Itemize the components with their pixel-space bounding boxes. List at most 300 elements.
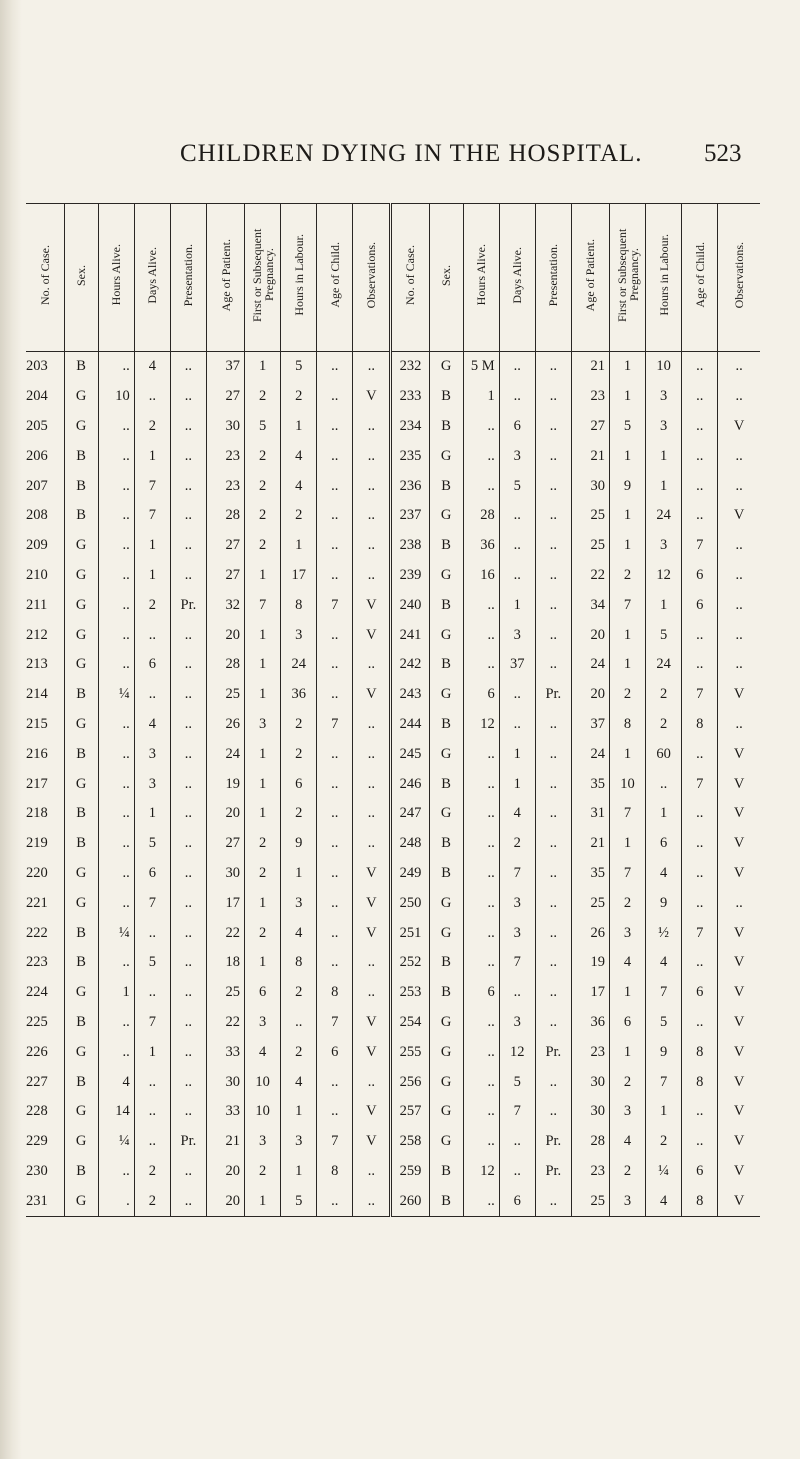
table-row	[26, 1097, 760, 1127]
table-cell: ..	[499, 680, 535, 710]
table-cell: B	[64, 1067, 98, 1097]
table-cell: ..	[170, 1157, 206, 1187]
table-cell: 4	[281, 441, 317, 471]
table-cell: 7	[609, 799, 645, 829]
table-cell: B	[64, 441, 98, 471]
table-cell: 6	[499, 1186, 535, 1216]
table-cell: B	[429, 948, 463, 978]
column-header-label: Days Alive.	[510, 246, 525, 304]
table-cell: ..	[535, 352, 571, 382]
table-cell: 1	[281, 412, 317, 442]
table-cell: G	[429, 1037, 463, 1067]
table-cell: 2	[281, 382, 317, 412]
column-header-label: Hours in Labour.	[656, 234, 671, 316]
table-cell: 216	[26, 745, 48, 762]
table-cell: V	[353, 859, 391, 889]
table-cell: ..	[535, 710, 571, 740]
table-cell: 3	[646, 531, 682, 561]
table-cell: G	[64, 888, 98, 918]
table-cell: V	[718, 799, 760, 829]
table-cell: ..	[353, 799, 391, 829]
table-row	[26, 531, 760, 561]
table-cell: B	[429, 471, 463, 501]
table-cell: 224	[26, 984, 48, 1001]
table-cell: B	[429, 531, 463, 561]
table-cell: 257	[391, 1097, 429, 1127]
table-cell: 7	[245, 590, 281, 620]
table-cell: 238	[391, 531, 429, 561]
table-cell: 22	[571, 561, 609, 591]
column-header	[429, 204, 463, 352]
table-cell: ..	[98, 829, 134, 859]
table-cell: 236	[391, 471, 429, 501]
table-cell: 3	[281, 888, 317, 918]
table-cell: 3	[609, 1097, 645, 1127]
table-cell: 1	[646, 471, 682, 501]
table-cell: 2	[281, 799, 317, 829]
table-cell: ..	[682, 501, 718, 531]
table-cell: 36	[463, 531, 499, 561]
table-cell: ..	[317, 412, 353, 442]
table-cell: ..	[535, 1097, 571, 1127]
table-cell: ..	[718, 650, 760, 680]
table-cell: B	[429, 710, 463, 740]
table-cell: ..	[463, 471, 499, 501]
table-cell: 30	[206, 1067, 244, 1097]
table-cell: 30	[571, 471, 609, 501]
table-cell: 8	[682, 710, 718, 740]
table-cell: 6	[245, 978, 281, 1008]
table-cell: ..	[499, 352, 535, 382]
table-cell: 7	[134, 471, 170, 501]
table-cell: 2	[281, 501, 317, 531]
table-cell: 12	[463, 710, 499, 740]
table-cell: ..	[134, 978, 170, 1008]
table-cell: ..	[134, 1097, 170, 1127]
table-cell: B	[64, 739, 98, 769]
table-cell: ..	[98, 1037, 134, 1067]
table-row	[26, 620, 760, 650]
table-cell: 1	[609, 352, 645, 382]
table-cell: 218	[26, 805, 48, 822]
table-cell: ..	[463, 829, 499, 859]
table-cell: ..	[317, 441, 353, 471]
table-cell: ..	[535, 590, 571, 620]
column-header-label: Observations.	[364, 241, 379, 309]
table-cell: 3	[499, 441, 535, 471]
table-cell: B	[429, 412, 463, 442]
table-cell: ..	[170, 769, 206, 799]
table-cell: 2	[245, 501, 281, 531]
table-cell: ..	[535, 918, 571, 948]
table-cell: 256	[391, 1067, 429, 1097]
table-cell: ..	[98, 412, 134, 442]
table-cell: 232	[391, 352, 429, 382]
column-header	[499, 204, 535, 352]
table-cell: 253	[391, 978, 429, 1008]
table-cell: 20	[571, 680, 609, 710]
table-cell: ..	[317, 859, 353, 889]
column-header	[206, 204, 244, 352]
table-cell: 30	[571, 1097, 609, 1127]
table-cell: 1	[134, 441, 170, 471]
table-cell: V	[718, 829, 760, 859]
table-cell: 21	[571, 352, 609, 382]
table-cell: 23	[206, 441, 244, 471]
table-cell: 34	[571, 590, 609, 620]
table-cell: V	[718, 680, 760, 710]
table-row	[26, 1037, 760, 1067]
table-cell: 6	[682, 1157, 718, 1187]
table-cell: ..	[353, 412, 391, 442]
table-cell: Pr.	[535, 680, 571, 710]
table-cell: ..	[98, 650, 134, 680]
table-cell: ..	[134, 918, 170, 948]
table-cell: 3	[499, 1008, 535, 1038]
column-header-label: Presentation.	[546, 243, 561, 307]
table-cell: G	[429, 1008, 463, 1038]
table-cell: G	[429, 620, 463, 650]
table-cell: V	[718, 412, 760, 442]
table-cell: 1	[646, 799, 682, 829]
table-cell: B	[64, 829, 98, 859]
page-number: 523	[704, 140, 742, 167]
table-cell: ..	[170, 888, 206, 918]
table-cell: 4	[281, 918, 317, 948]
table-cell: G	[64, 561, 98, 591]
table-cell: 215	[26, 715, 48, 732]
table-cell: V	[353, 1008, 391, 1038]
table-cell: Pr.	[170, 1127, 206, 1157]
table-row	[26, 888, 760, 918]
table-cell: G	[64, 620, 98, 650]
table-cell: 6	[134, 859, 170, 889]
table-cell: ..	[535, 1067, 571, 1097]
table-cell: V	[353, 382, 391, 412]
table-cell: 3	[281, 1127, 317, 1157]
table-cell: ..	[463, 859, 499, 889]
table-cell: ..	[682, 471, 718, 501]
table-cell: 35	[571, 859, 609, 889]
table-cell: ..	[463, 412, 499, 442]
table-cell: 12	[463, 1157, 499, 1187]
table-cell: ..	[353, 531, 391, 561]
table-cell: ..	[535, 829, 571, 859]
table-cell: ..	[463, 441, 499, 471]
table-cell: ..	[353, 829, 391, 859]
table-cell: ..	[535, 769, 571, 799]
table-cell: ..	[98, 1008, 134, 1038]
table-cell: ..	[98, 441, 134, 471]
table-cell: 25	[571, 501, 609, 531]
column-header	[609, 204, 645, 352]
table-cell: 6	[646, 829, 682, 859]
table-cell: 7	[646, 978, 682, 1008]
table-cell: B	[64, 352, 98, 382]
table-cell: ¼	[98, 918, 134, 948]
table-cell: 32	[206, 590, 244, 620]
table-cell: 33	[206, 1097, 244, 1127]
table-cell: ..	[170, 1008, 206, 1038]
table-cell: 7	[682, 531, 718, 561]
table-cell: 3	[499, 888, 535, 918]
table-cell: ..	[353, 1186, 391, 1216]
table-cell: 2	[281, 978, 317, 1008]
table-cell: G	[429, 888, 463, 918]
table-cell: 3	[609, 918, 645, 948]
case-table	[26, 203, 760, 1217]
table-cell: 2	[609, 888, 645, 918]
table-cell: ..	[463, 1067, 499, 1097]
table-cell: 4	[609, 1127, 645, 1157]
column-header-label: No. of Case.	[403, 245, 418, 305]
table-cell: 27	[206, 829, 244, 859]
table-cell: ..	[134, 382, 170, 412]
table-cell: 1	[609, 829, 645, 859]
table-cell: 30	[571, 1067, 609, 1097]
table-cell: V	[718, 1097, 760, 1127]
table-cell: 1	[245, 888, 281, 918]
table-cell: 27	[206, 382, 244, 412]
table-cell: 20	[571, 620, 609, 650]
column-header	[64, 204, 98, 352]
table-cell: V	[353, 888, 391, 918]
table-cell: ..	[317, 680, 353, 710]
table-cell: ..	[317, 531, 353, 561]
table-cell: B	[64, 799, 98, 829]
table-cell: ..	[134, 620, 170, 650]
table-cell: ..	[170, 1186, 206, 1216]
table-cell: 240	[391, 590, 429, 620]
table-cell: V	[718, 978, 760, 1008]
table-cell: ..	[317, 1097, 353, 1127]
table-cell: 211	[26, 596, 48, 613]
table-cell: 23	[571, 1157, 609, 1187]
table-cell: 17	[206, 888, 244, 918]
table-cell: 4	[281, 471, 317, 501]
table-cell: B	[64, 948, 98, 978]
table-row	[26, 1186, 760, 1216]
table-cell: 30	[206, 412, 244, 442]
column-header	[682, 204, 718, 352]
table-cell: V	[718, 1037, 760, 1067]
table-cell: 234	[391, 412, 429, 442]
table-cell: ..	[134, 680, 170, 710]
table-row	[26, 590, 760, 620]
table-cell: ..	[463, 1186, 499, 1216]
table-cell: G	[429, 1097, 463, 1127]
table-cell: ..	[317, 471, 353, 501]
table-cell: 2	[134, 590, 170, 620]
page-header	[0, 140, 800, 176]
table-cell: G	[64, 590, 98, 620]
table-cell: 4	[646, 859, 682, 889]
table-cell: 6	[317, 1037, 353, 1067]
table-cell: 249	[391, 859, 429, 889]
table-cell: 7	[317, 1008, 353, 1038]
table-cell: ..	[463, 1127, 499, 1157]
table-cell: ..	[170, 1097, 206, 1127]
table-cell: 27	[571, 412, 609, 442]
running-title: CHILDREN DYING IN THE HOSPITAL.	[180, 140, 643, 167]
table-cell: B	[64, 1157, 98, 1187]
table-cell: ..	[535, 412, 571, 442]
table-row	[26, 859, 760, 889]
table-cell: 214	[26, 686, 48, 703]
table-cell: 5	[646, 620, 682, 650]
table-cell: 23	[571, 1037, 609, 1067]
table-cell: 9	[609, 471, 645, 501]
table-cell: 1	[609, 501, 645, 531]
column-header	[26, 204, 64, 352]
table-cell: ..	[718, 531, 760, 561]
table-row	[26, 918, 760, 948]
table-cell: ..	[353, 501, 391, 531]
table-cell: 25	[571, 531, 609, 561]
table-cell: 21	[571, 441, 609, 471]
table-cell: 28	[463, 501, 499, 531]
table-cell: ..	[98, 769, 134, 799]
table-cell: 37	[499, 650, 535, 680]
table-cell: 6	[281, 769, 317, 799]
table-cell: 17	[281, 561, 317, 591]
table-cell: 9	[646, 1037, 682, 1067]
table-cell: 1	[98, 978, 134, 1008]
table-cell: 36	[571, 1008, 609, 1038]
table-cell: 248	[391, 829, 429, 859]
table-cell: 4	[499, 799, 535, 829]
table-cell: 5	[646, 1008, 682, 1038]
column-header	[245, 204, 281, 352]
table-cell: ..	[353, 561, 391, 591]
table-cell: ..	[535, 888, 571, 918]
table-cell: ..	[98, 590, 134, 620]
table-cell: 9	[646, 888, 682, 918]
column-header	[353, 204, 391, 352]
table-cell: G	[429, 799, 463, 829]
table-cell: 25	[206, 680, 244, 710]
table-cell: B	[64, 918, 98, 948]
table-cell: 2	[134, 412, 170, 442]
table-cell: 6	[499, 412, 535, 442]
table-cell: ..	[535, 859, 571, 889]
table-cell: 28	[571, 1127, 609, 1157]
table-cell: ..	[353, 948, 391, 978]
table-cell: ..	[535, 471, 571, 501]
table-cell: ..	[170, 739, 206, 769]
table-cell: B	[429, 1157, 463, 1187]
table-cell: 260	[391, 1186, 429, 1216]
table-cell: 227	[26, 1073, 48, 1090]
table-cell: 205	[26, 417, 48, 434]
table-cell: 239	[391, 561, 429, 591]
table-cell: ..	[170, 710, 206, 740]
table-cell: ..	[317, 829, 353, 859]
table-cell: ..	[317, 650, 353, 680]
table-cell: 4	[281, 1067, 317, 1097]
column-header	[317, 204, 353, 352]
table-cell: ..	[718, 352, 760, 382]
table-cell: 12	[499, 1037, 535, 1067]
table-cell: 24	[646, 650, 682, 680]
table-cell: ..	[463, 590, 499, 620]
column-header-label: Hours Alive.	[474, 244, 489, 306]
table-cell: 3	[499, 918, 535, 948]
table-cell: G	[64, 382, 98, 412]
table-row	[26, 710, 760, 740]
table-cell: 22	[206, 1008, 244, 1038]
table-cell: ..	[134, 1127, 170, 1157]
table-cell: B	[429, 650, 463, 680]
table-cell: ..	[170, 471, 206, 501]
table-cell: 207	[26, 477, 48, 494]
column-header-label: Age of Child.	[327, 242, 342, 308]
table-cell: 203	[26, 358, 48, 375]
table-cell: 8	[682, 1186, 718, 1216]
table-cell: V	[718, 948, 760, 978]
table-row	[26, 382, 760, 412]
table-cell: ½	[646, 918, 682, 948]
table-cell: ..	[718, 382, 760, 412]
table-cell: 37	[206, 352, 244, 382]
table-cell: ..	[98, 710, 134, 740]
table-cell: 20	[206, 1157, 244, 1187]
column-header-label: Age of Patient.	[218, 238, 233, 312]
table-cell: B	[429, 978, 463, 1008]
table-cell: 230	[26, 1162, 48, 1179]
table-cell: 2	[609, 1067, 645, 1097]
table-cell: ..	[170, 382, 206, 412]
table-cell: ..	[682, 650, 718, 680]
column-header	[571, 204, 609, 352]
table-row	[26, 441, 760, 471]
table-cell: 25	[206, 978, 244, 1008]
table-cell: 1	[609, 382, 645, 412]
table-cell: 10	[245, 1067, 281, 1097]
table-cell: 2	[245, 471, 281, 501]
table-cell: 28	[206, 501, 244, 531]
table-cell: 27	[206, 531, 244, 561]
table-cell: 26	[571, 918, 609, 948]
table-cell: G	[64, 650, 98, 680]
table-cell: 21	[206, 1127, 244, 1157]
table-cell: 246	[391, 769, 429, 799]
table-row	[26, 769, 760, 799]
column-header	[281, 204, 317, 352]
table-cell: ..	[98, 739, 134, 769]
table-cell: 1	[646, 590, 682, 620]
table-cell: ..	[353, 710, 391, 740]
table-cell: 206	[26, 447, 48, 464]
table-cell: B	[64, 680, 98, 710]
table-cell: 2	[499, 829, 535, 859]
table-cell: ..	[170, 859, 206, 889]
column-header-label: First or Subsequent Pregnancy.	[249, 228, 276, 322]
table-cell: ..	[170, 620, 206, 650]
table-row	[26, 1008, 760, 1038]
table-cell: ..	[170, 650, 206, 680]
table-cell: G	[64, 978, 98, 1008]
table-cell: 10	[646, 352, 682, 382]
table-cell: ..	[353, 650, 391, 680]
table-cell: G	[64, 1186, 98, 1216]
column-header	[134, 204, 170, 352]
table-cell: 1	[245, 650, 281, 680]
table-cell: 25	[571, 888, 609, 918]
table-cell: 1	[609, 978, 645, 1008]
table-cell: 7	[499, 948, 535, 978]
table-cell: ..	[499, 710, 535, 740]
